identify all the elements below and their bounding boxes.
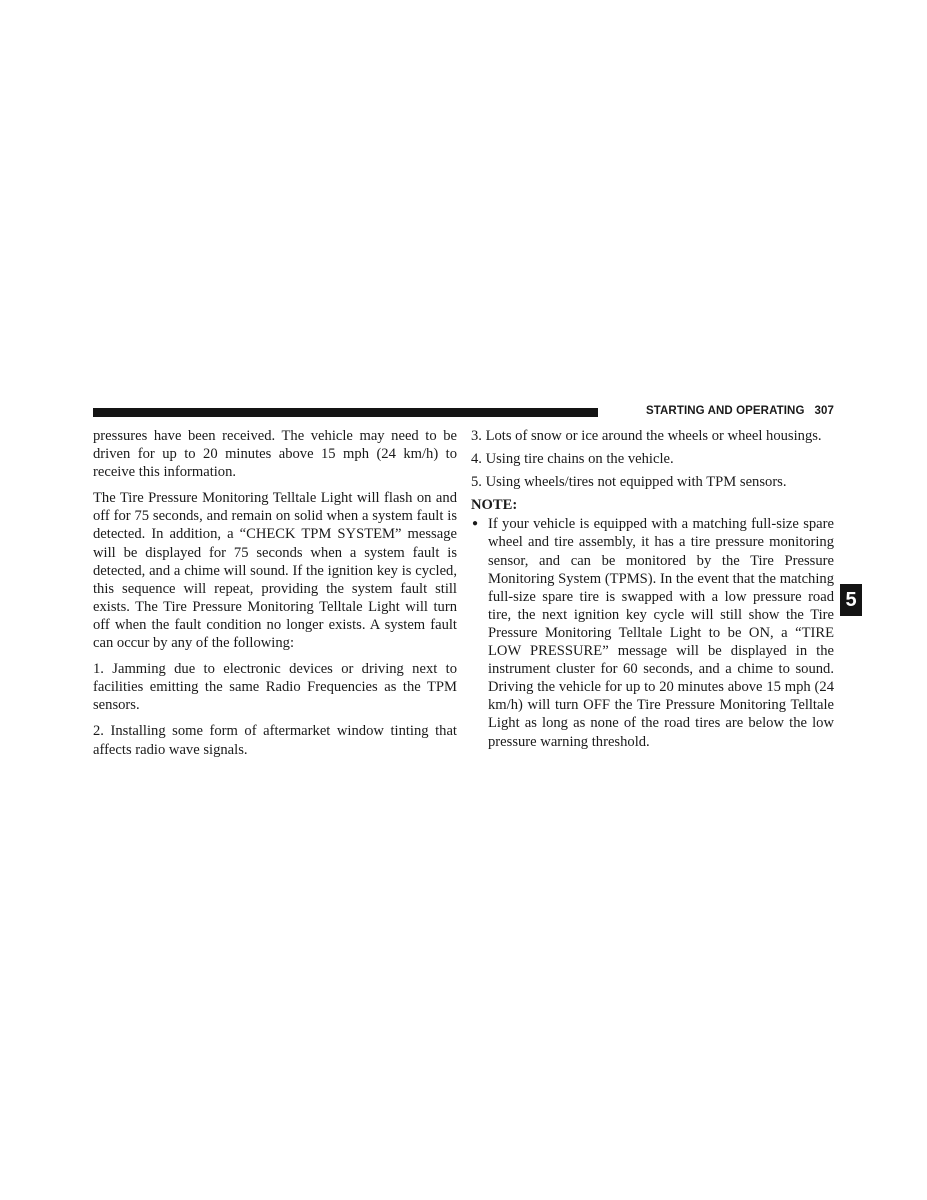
- chapter-tab: 5: [840, 584, 862, 616]
- list-item-window-tinting: 2. Installing some form of aftermarket window tinting that affects radio wave signals.: [93, 723, 457, 758]
- paragraph-continuation: pressures have been received. The vehicle may need to be driven for up to 20 minutes above 15 mph (24 km/h) to receive this information.: [93, 428, 457, 481]
- note-label: NOTE:: [471, 497, 518, 514]
- header-rule: [93, 408, 598, 417]
- list-item-jamming: 1. Jamming due to electronic devices or driving next to facilities emitting the same Radio Frequencies as the TPM sensors.: [93, 661, 457, 714]
- list-item-snow-ice: 3. Lots of snow or ice around the wheels or wheel housings.: [471, 428, 822, 444]
- note-bullet-item: [471, 515, 834, 750]
- page-number: 307: [814, 405, 834, 417]
- list-item-no-tpm-sensors: 5. Using wheels/tires not equipped with TPM sensors.: [471, 474, 787, 491]
- paragraph-telltale-fault: The Tire Pressure Monitoring Telltale Light will flash on and off for 75 seconds, and remain on solid when a system fault is detected. In addition, a “CHECK TPM SYSTEM” message will be displayed for 75 seconds when a system fault is detected, and a chime will sound. If the ignition key is cycled, this sequence will repeat, providing the system fault still exists. The Tire Pressure Monitoring Telltale Light will turn off when the fault condition no longer exists. A system fault can occur by any of the following:: [93, 490, 457, 652]
- section-title: STARTING AND OPERATING: [645, 405, 805, 417]
- right-column: [471, 427, 834, 751]
- note-bullet-text: If your vehicle is equipped with a matching full-size spare wheel and tire assembly, it has a tire pressure monitoring sensor, and can be monitored by the Tire Pressure Monitoring System (TPMS). In the event that the matching full-size spare tire is swapped with a low pressure road tire, the next ignition key cycle will still show the Tire Pressure Monitoring Telltale Light to be ON, a “TIRE LOW PRESSURE” message will be displayed in the instrument cluster for 60 seconds, and a chime to sound. Driving the vehicle for up to 20 minutes above 15 mph (24 km/h) will turn OFF the Tire Pressure Monitoring Telltale Light as long as none of the road tires are below the low pressure warning threshold.: [488, 516, 834, 750]
- running-header: [606, 405, 834, 417]
- left-column: [93, 427, 457, 767]
- list-item-tire-chains: 4. Using tire chains on the vehicle.: [471, 451, 674, 468]
- bullet-dot-icon: ●: [472, 518, 479, 530]
